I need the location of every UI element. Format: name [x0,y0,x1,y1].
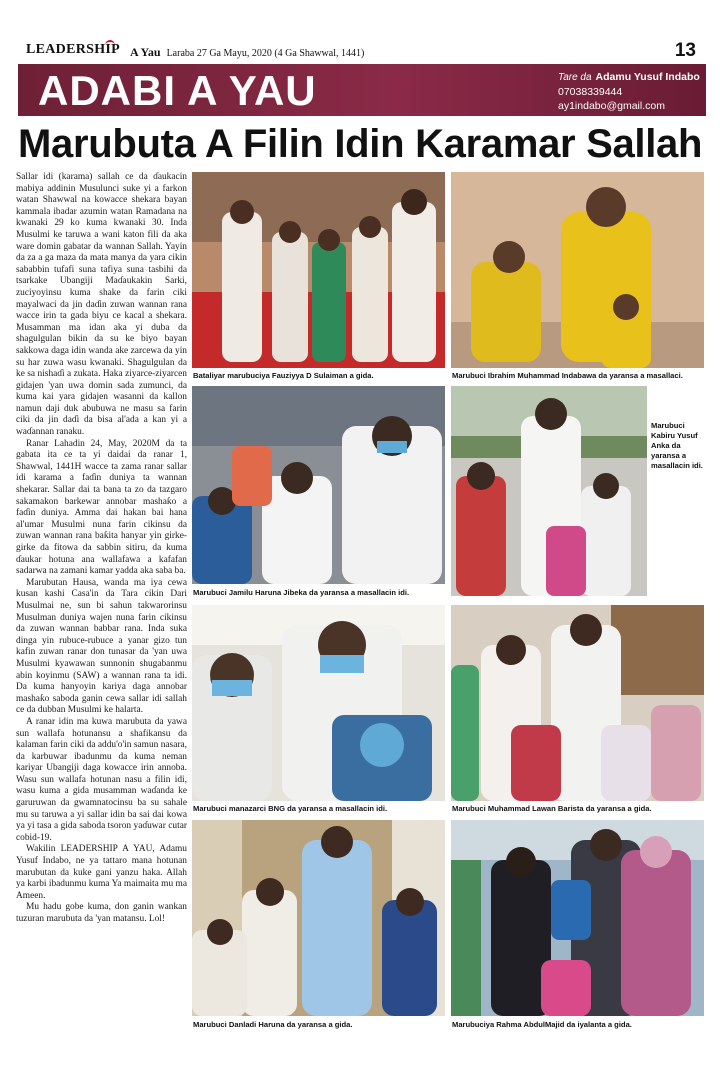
article-headline: Marubuta A Filin Idin Karamar Sallah [18,122,703,166]
issue-info [130,45,364,60]
photo-caption: Marubuci Muhammad Lawan Barista da yaransa a gida. [452,804,652,813]
editor-info [558,70,703,113]
photo-caption: Marubuci Danladi Haruna da yaransa a gida. [193,1020,353,1029]
brand-logo-mark [105,40,115,46]
article-paragraph: Sallar idi (karama) sallah ce da ɗaukacin mabiya addinin Musulunci suke yi a farkon watan Shawwal na kowacce shekara bayan kammala ibadar azumin watan Ramadana na kwanaki 29 ko kuma kwanaki 30. Inda Musulmi ke taruwa a wani katon fili da aka ware domin gabatar da wannan Sallah. Yayin da za a ga maza da mata manya da yara cikin sababbin tufafi suna tafiya suna tasbihi da tsarkake Ubangiji Maɗaukakin Sarki, zuciyoyinsu kuma shake da farin ciki mayalwaci da jin daɗin zuwan wannan rana wacce irin ta gada biyu ce kacal a shekara. Musamman ma idan aka yi duba da shagulgulan bikin da su ke biyo bayan sakkowa daga idin wanda ake zarcewa da yin su har zuwa wasu kwanaki. Shagulgulan da ke sa nishaɗi a zukata. Haka ziyarce-ziyarcen gidajen 'yan uwa domin sada zumunci, da kuma kai yara gidajen wasanni da kallon namun daji duk abubuwa ne masu sa farin ciki da jin daɗi da bisa al'ada a kan yi a waɗannan ranaku. [16,172,187,438]
section-banner [18,64,706,116]
editor-name: Adamu Yusuf Indabo [595,71,700,83]
photo-caption: Marubuci Ibrahim Muhammad Indabawa da yaransa a masallaci. [452,371,683,380]
article-paragraph: Marubutan Hausa, wanda ma iya cewa kusan kashi Casa'in da Tara cikin Dari Musulmai ne, sun bi sahun takwarorinsu Musulman duniya wajen nuna farin cikinsu da zuwan wannan babbar rana. Inda suka dinga yin rubuce-rubuce a yanar gizo tun kafin zuwan ranar don tunasar da 'yan uwa Musulmi kyawawan sunnonin shugabanmu abin koyinmu (SAW) a wannan rana ta idi. Da kuma hanyoyin kariya daga annobar mashaƙo saboda ganin cewa sallar idi sallah ce da dubban Musulmi ke halarta. [16,577,187,716]
photo-caption: Marubuciya Rahma AbdulMajid da iyalanta a gida. [452,1020,632,1029]
article-paragraph: Mu hadu gobe kuma, don ganin wankan tuzuran marubuta da 'yan matansu. Lol! [16,902,187,924]
article-paragraph: Ranar Lahadin 24, May, 2020M da ta gabata ita ce ta yi daidai da ranar 1, Shawwal, 1441H wacce ta zama ranar sallar idi karama a faɗin duniya ta wannan shekarar. Sallar dai ta bana ta zo da tazgaro sakamakon barkewar annobar mashaƙo a faɗin duniya. Amma dai hakan bai hana al'umar Musulmi nuna farin cikinsu da zuwan wannan rana baƙita hanyar yin girke-girke da fitowa da sabbin sitiru, da kuma ɗaukar hotuna ana wallafawa a kafafan sadarwa na zamani kamar yadda aka saba ba. [16,438,187,577]
brand-logo: LEADERSHIP [26,42,121,57]
running-header [26,40,696,62]
photo-barista-family [451,605,704,801]
photo-caption: Marubuci Kabiru Yusuf Anka da yaransa a masallacin idi. [651,421,703,470]
editor-phone: 07038339444 [558,86,623,98]
photo-caption: Marubuci manazarci BNG da yaransa a masallacin idi. [193,804,388,813]
editor-label: Tare da [558,72,592,83]
page-number: 13 [674,40,696,61]
photo-caption: Marubuci Jamilu Haruna Jibeka da yaransa a masallacin idi. [193,588,410,597]
article-body [16,172,187,926]
photo-bng-family [192,605,445,801]
photo-anka-family [451,386,647,596]
article-paragraph: A ranar idin ma kuwa marubuta da yawa sun wallafa hotunansu a shafikansu da kalaman farin ciki da addu'o'in samun nasara, da karbuwar ibadunmu da kuma neman kariyar Ubangiji daga kowacce irin annoba. Wasu sun wallafa hotunan nasu a filin idi, wasu kuma a gida musamman waɗanda ke garuruwan da gwamnatocinsu ba su sahale mu su taruwa a yi sallar idin ba sai dai kowa ya yi tasa a gida saboda tsoron yaɗuwar cutar cobid-19. [16,716,187,843]
photo-indabawa-family [451,172,704,368]
photo-jibeka-family [192,386,445,584]
section-title: ADABI A YAU [38,67,317,114]
issue-date: Laraba 27 Ga Mayu, 2020 (4 Ga Shawwal, 1441) [166,48,365,59]
section-name: A Yau [130,45,161,59]
photo-rahma-family [451,820,704,1016]
photo-danladi-family [192,820,445,1016]
article-paragraph: Wakilin LEADERSHIP A YAU, Adamu Yusuf Indabo, ne ya tattaro mana hotunan marubutan da kuke gani yanzu haka. Allah ya karbi ibadunmu kuma Ya maimaita mu ma Ameen. [16,844,187,901]
photo-caption: Bataliyar marubuciya Fauziyya D Sulaiman a gida. [193,371,374,380]
photo-fauziyya-family [192,172,445,368]
editor-email: ay1indabo@gmail.com [558,100,665,112]
